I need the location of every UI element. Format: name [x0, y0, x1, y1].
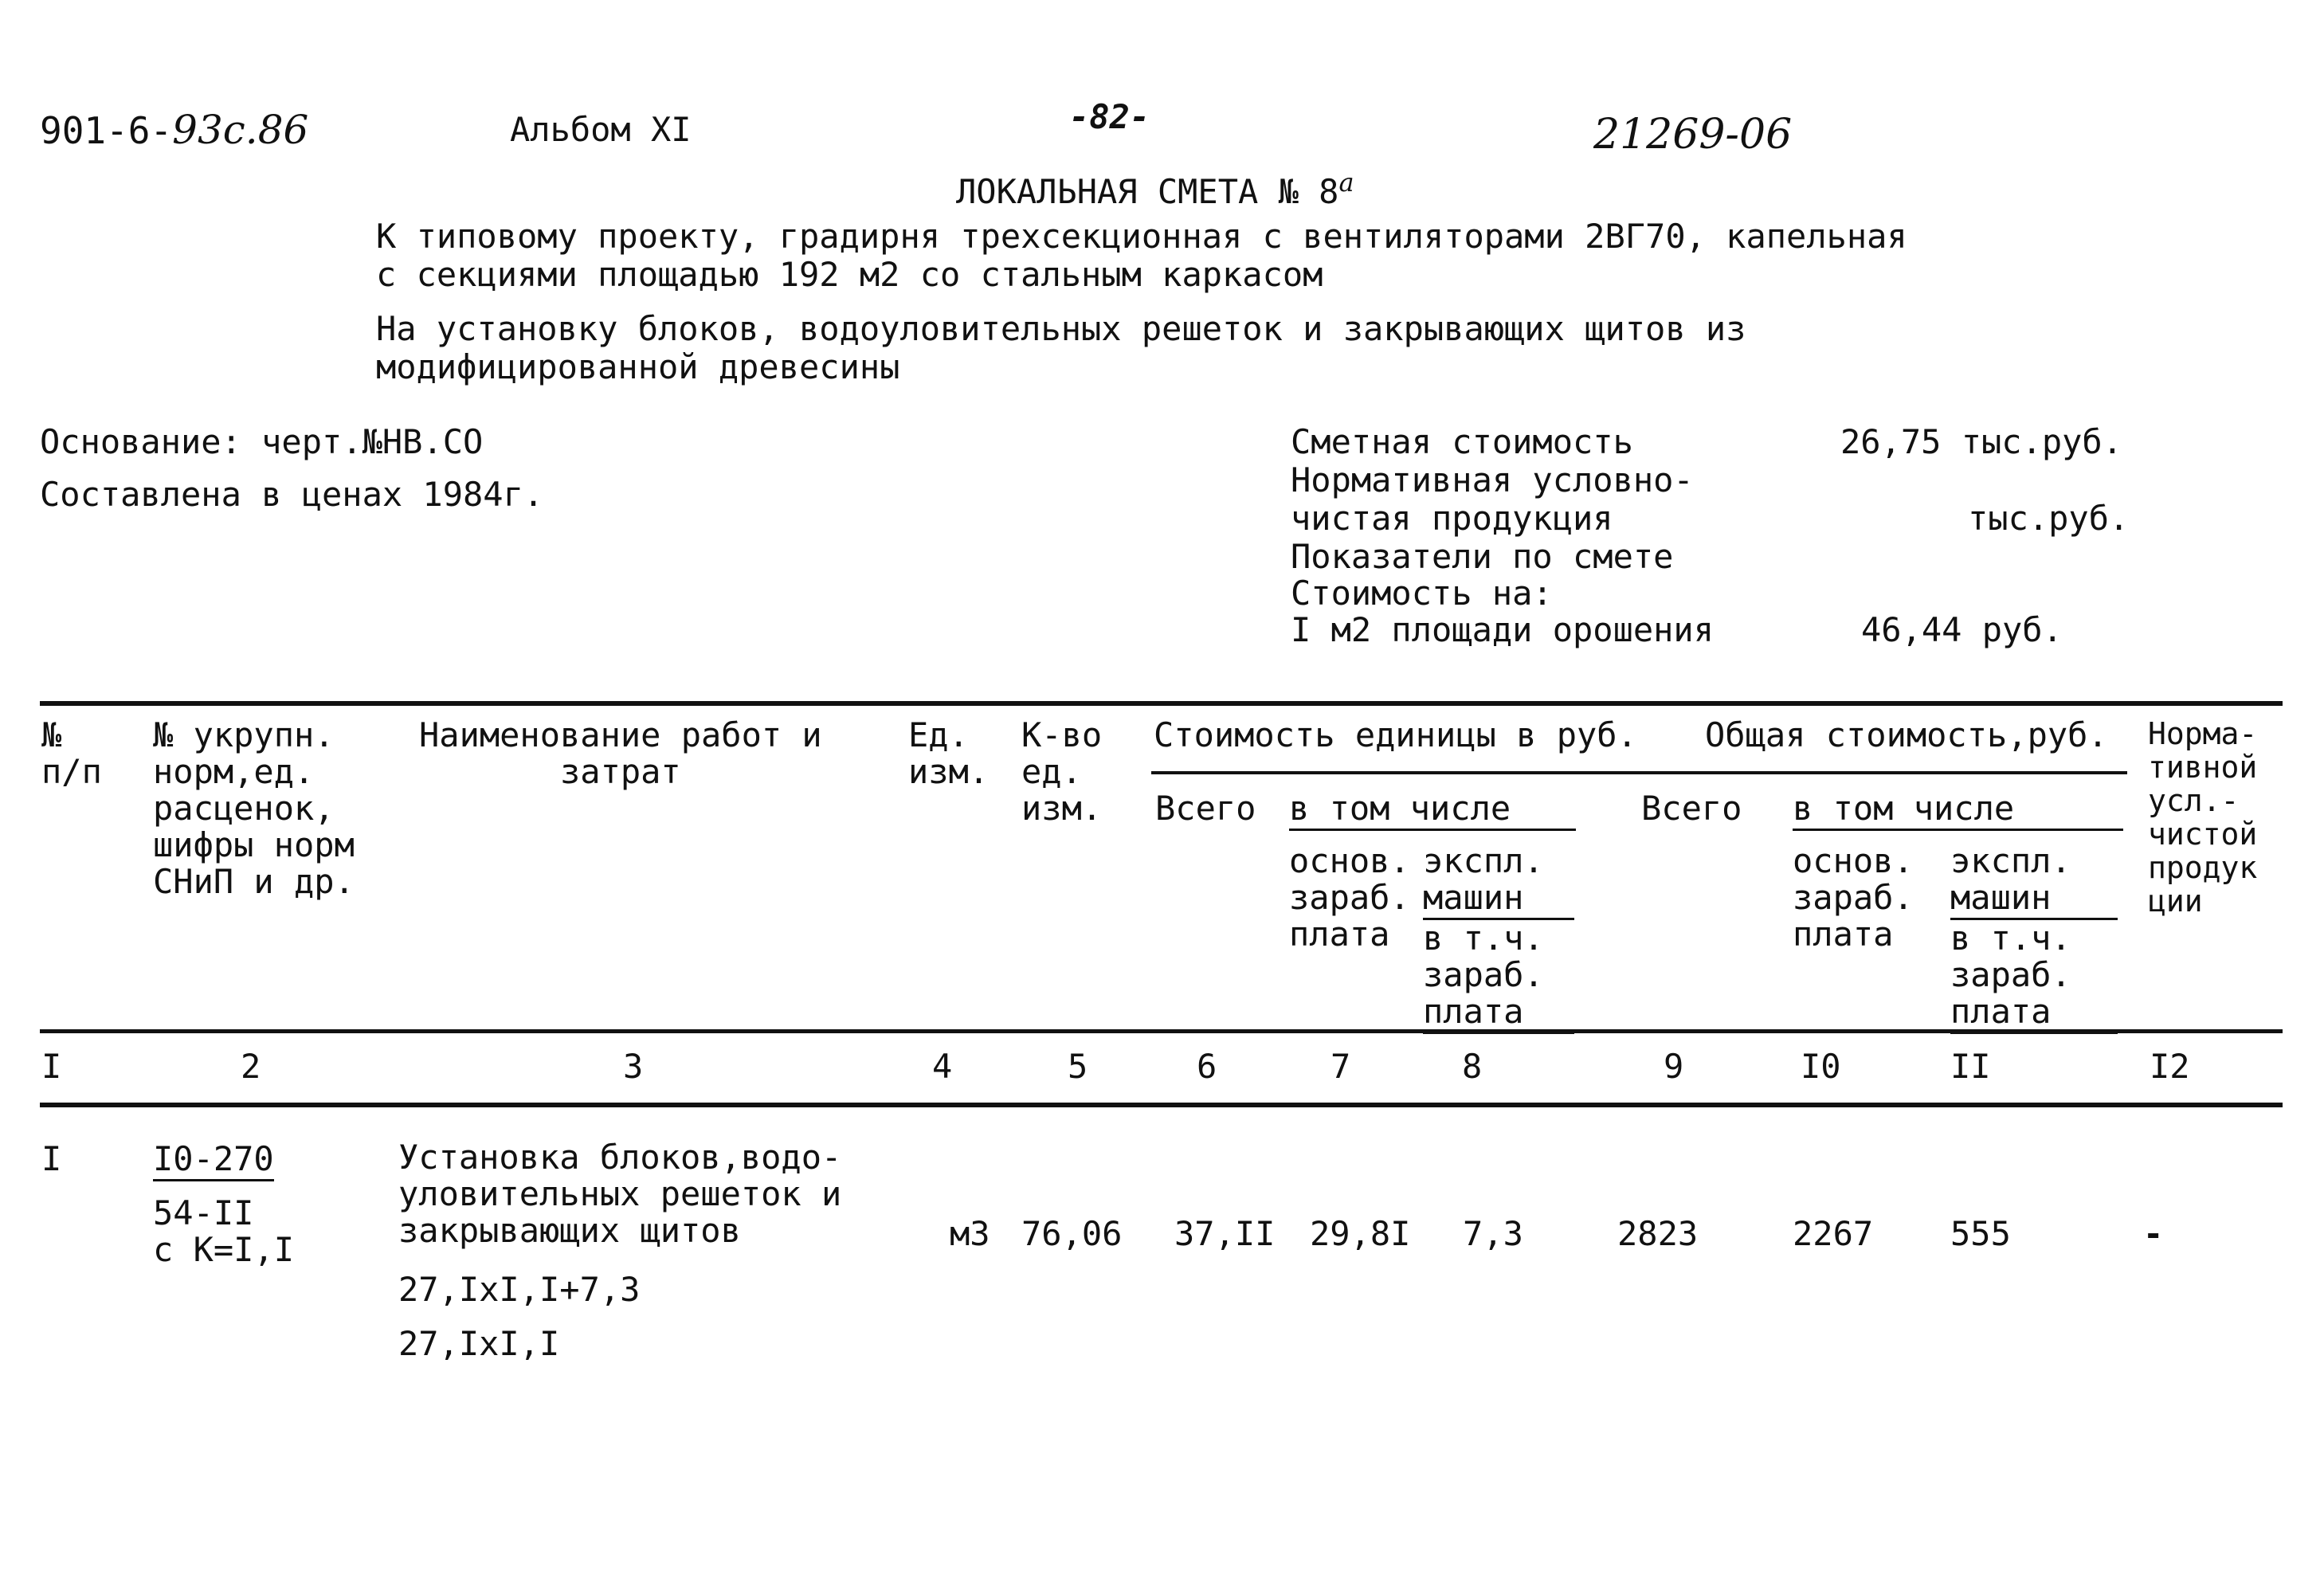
page-number: -82- [1069, 97, 1150, 136]
cost-group-rule [1151, 771, 2127, 774]
page-title [956, 164, 1354, 210]
unit-machine-header-line: машин [1423, 880, 1574, 920]
col3-header-line: Наименование работ и [419, 715, 822, 754]
col3-header [419, 717, 822, 790]
row-code-3: с К=I,I [153, 1230, 295, 1269]
column-number: I [41, 1047, 62, 1086]
row-calc-2: 27,IxI,I [398, 1324, 560, 1363]
basis-prices: Составлена в ценах 1984г. [40, 475, 544, 514]
area-cost-value: 46,44 руб. [1861, 610, 2063, 649]
document-code-handwritten: 93с.86 [172, 107, 309, 153]
col5-header-line: изм. [1021, 789, 1103, 828]
row-calc-1: 27,IxI,I+7,3 [398, 1270, 641, 1309]
unit-wage-header-line: зараб. [1289, 878, 1410, 917]
page-title-suffix: а [1338, 167, 1354, 198]
col2-header-line: расценок, [153, 789, 335, 828]
col2-header-line: шифры норм [153, 825, 355, 864]
unit-machine-vtch-line: зараб. [1423, 955, 1544, 994]
col5-header-line: К-во [1021, 715, 1103, 754]
col3-header-line: затрат [560, 752, 681, 791]
total-wage-header [1793, 843, 1914, 953]
col2-header [153, 717, 355, 900]
col1-header-line: № [41, 715, 62, 754]
col12-header-line: чистой [2148, 817, 2258, 852]
unit-wage-header [1289, 843, 1410, 953]
unit-machine-vtch-line: в т.ч. [1423, 919, 1544, 958]
document-code-printed: 901-6- [40, 109, 173, 152]
album-label: Альбом XI [510, 110, 692, 149]
col1-header [41, 717, 102, 790]
total-machine-header-line: машин [1950, 880, 2118, 920]
unit-machine-header [1423, 843, 1574, 1034]
column-number: 9 [1664, 1047, 1684, 1086]
col4-header-line: Ед. [908, 715, 969, 754]
column-number: 3 [623, 1047, 644, 1086]
col2-header-line: № укрупн. [153, 715, 335, 754]
col2-header-line: норм,ед. [153, 752, 315, 791]
column-number: 7 [1331, 1047, 1351, 1086]
column-number: II [1950, 1047, 1991, 1086]
total-machine-header [1950, 843, 2118, 1034]
row-total-wage: 2267 [1793, 1214, 1874, 1253]
row-code-2: 54-II [153, 1193, 254, 1232]
normative-label-1: Нормативная условно- [1291, 460, 1694, 500]
column-number: 4 [932, 1047, 953, 1086]
total-machine-vtch-line: в т.ч. [1950, 919, 2071, 958]
col12-header-line: ции [2148, 883, 2203, 919]
basis-drawing: Основание: черт.№НВ.СО [40, 422, 484, 461]
row-work-name-line: уловительных решеток и [398, 1174, 842, 1213]
total-cost-title: Общая стоимость,руб. [1705, 715, 2108, 754]
unit-wage-header-line: плата [1289, 915, 1390, 954]
unit-machine-vtch-line: плата [1423, 993, 1574, 1034]
document-code [40, 107, 309, 153]
col1-header-line: п/п [41, 752, 102, 791]
column-numbers-rule [40, 1103, 2283, 1107]
column-number: 2 [241, 1047, 261, 1086]
row-work-name-line: Установка блоков,водо- [398, 1138, 842, 1177]
total-wage-header-line: основ. [1793, 841, 1914, 880]
handwritten-number: 21269-06 [1593, 111, 1793, 159]
column-number: I2 [2150, 1047, 2190, 1086]
indicators-label: Показатели по смете [1291, 537, 1674, 576]
row-work-name [398, 1139, 841, 1249]
row-work-name-line: закрывающих щитов [398, 1211, 741, 1250]
column-number: 6 [1197, 1047, 1217, 1086]
row-total-machine: 555 [1950, 1214, 2011, 1253]
unit-total-header: Всего [1155, 789, 1256, 828]
project-line-1: К типовому проекту, градирня трехсекционная с вентиляторами 2ВГ70, капельная [376, 217, 1907, 256]
area-cost-label: I м2 площади орошения [1291, 610, 1715, 649]
col5-header [1021, 717, 1102, 827]
row-quantity: 76,06 [1021, 1214, 1123, 1253]
col12-header-line: усл.- [2148, 783, 2240, 818]
col2-header-line: СНиП и др. [153, 862, 355, 901]
col12-header [2148, 717, 2257, 918]
unit-wage-header-line: основ. [1289, 841, 1410, 880]
project-line-3: На установку блоков, водоуловительных решеток и закрывающих щитов из [376, 309, 1746, 348]
col12-header-line: продук [2148, 850, 2258, 885]
row-unit-total: 37,II [1174, 1214, 1276, 1253]
cost-per-label: Стоимость на: [1291, 574, 1553, 613]
estimated-cost-label: Сметная стоимость [1291, 422, 1633, 461]
row-number: I [41, 1139, 62, 1178]
row-total: 2823 [1617, 1214, 1699, 1253]
normative-label-2: чистая продукция [1291, 499, 1613, 538]
page-title-text: ЛОКАЛЬНАЯ СМЕТА № 8 [956, 172, 1339, 211]
row-unit: м3 [950, 1214, 990, 1253]
total-machine-vtch-line: зараб. [1950, 955, 2071, 994]
unit-machine-header-line: экспл. [1423, 841, 1544, 880]
unit-including-header: в том числе [1289, 790, 1576, 831]
column-number: 8 [1462, 1047, 1483, 1086]
unit-cost-title: Стоимость единицы в руб. [1154, 715, 1637, 754]
project-line-2: с секциями площадью 192 м2 со стальным каркасом [376, 255, 1323, 294]
header-bottom-rule [40, 1029, 2283, 1033]
column-number: 5 [1068, 1047, 1088, 1086]
row-normative: - [2143, 1214, 2164, 1253]
row-code-1: I0-270 [153, 1141, 274, 1181]
total-including-header: в том числе [1793, 790, 2123, 831]
row-unit-machine: 7,3 [1463, 1214, 1523, 1253]
total-machine-vtch-line: плата [1950, 993, 2118, 1034]
col5-header-line: ед. [1021, 752, 1082, 791]
estimated-cost-value: 26,75 тыс.руб. [1840, 422, 2123, 461]
table-top-rule [40, 701, 2283, 706]
col4-header [908, 717, 989, 790]
total-wage-header-line: зараб. [1793, 878, 1914, 917]
project-line-4: модифицированной древесины [376, 347, 900, 386]
col12-header-line: Норма- [2148, 716, 2258, 751]
col12-header-line: тивной [2148, 750, 2258, 785]
normative-value: тыс.руб. [1968, 499, 2130, 538]
row-unit-wage: 29,8I [1310, 1214, 1411, 1253]
total-wage-header-line: плата [1793, 915, 1894, 954]
col4-header-line: изм. [908, 752, 990, 791]
total-machine-header-line: экспл. [1950, 841, 2071, 880]
column-number: I0 [1801, 1047, 1841, 1086]
total-total-header: Всего [1641, 789, 1742, 828]
